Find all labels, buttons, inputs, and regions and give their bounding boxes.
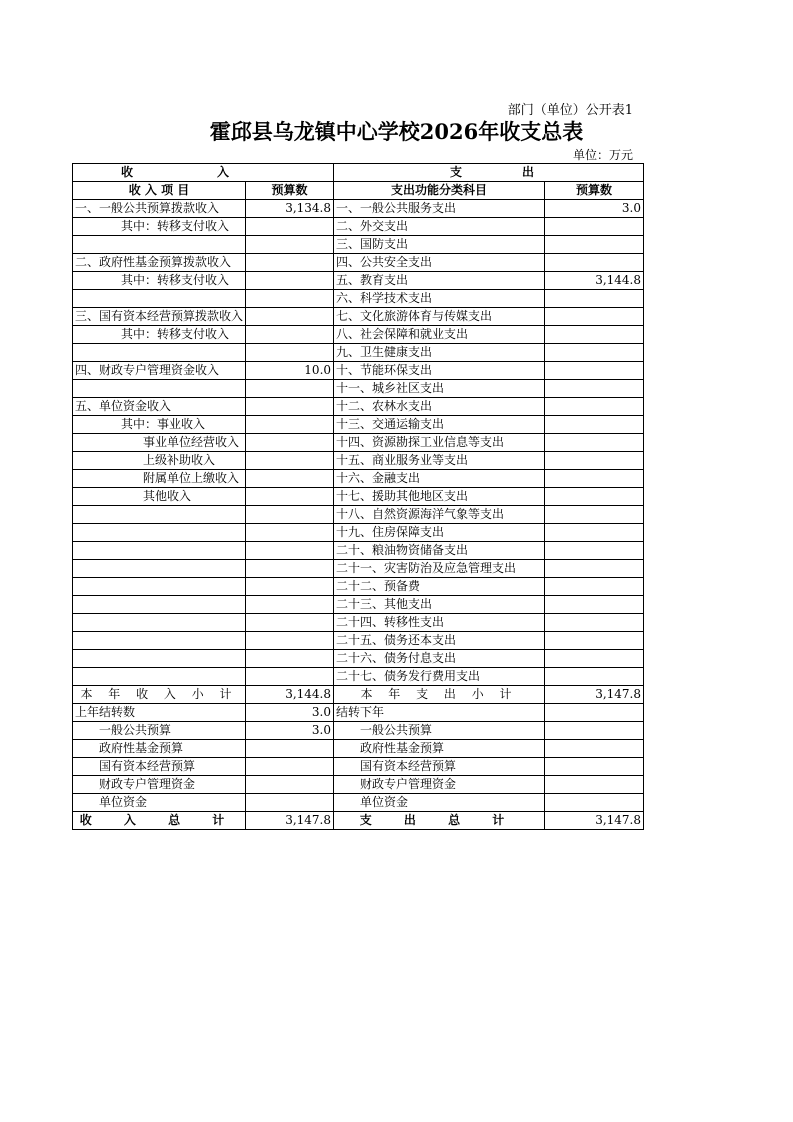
- expense-item-cell: 四、公共安全支出: [334, 254, 545, 272]
- expense-amount-cell: [545, 398, 644, 416]
- expense-amount-cell: [545, 416, 644, 434]
- expense-item-cell: 十、节能环保支出: [334, 362, 545, 380]
- table-row: [73, 272, 644, 290]
- expense-amount-cell: [545, 452, 644, 470]
- expense-item-cell: 十六、金融支出: [334, 470, 545, 488]
- income-item-cell: [73, 578, 246, 596]
- table-row: [73, 506, 644, 524]
- expense-amount-cell: [545, 776, 644, 794]
- table-row: [73, 254, 644, 272]
- expense-item-cell: 二十三、其他支出: [334, 596, 545, 614]
- expense-item-cell: 结转下年: [334, 704, 545, 722]
- table-row: [73, 362, 644, 380]
- table-row: [73, 380, 644, 398]
- expense-item-cell: 十四、资源勘探工业信息等支出: [334, 434, 545, 452]
- expense-item-cell: 十三、交通运输支出: [334, 416, 545, 434]
- expense-amount-cell: [545, 344, 644, 362]
- expense-item-cell: 财政专户管理资金: [334, 776, 545, 794]
- income-amount-cell: [246, 344, 334, 362]
- expense-item-cell: 二十二、预备费: [334, 578, 545, 596]
- expense-item-cell: 一般公共预算: [334, 722, 545, 740]
- form-number: 部门（单位）公开表1: [507, 103, 633, 118]
- total-row: [73, 812, 644, 830]
- income-amount-cell: 3.0: [246, 704, 334, 722]
- expense-amount-cell: 3,147.8: [545, 812, 644, 830]
- expense-amount-cell: [545, 236, 644, 254]
- table-row: [73, 398, 644, 416]
- income-item-cell: 其中：事业收入: [73, 416, 246, 434]
- table-row: [73, 326, 644, 344]
- income-item-cell: 二、政府性基金预算拨款收入: [73, 254, 246, 272]
- income-item-cell: 本 年 收 入 小 计: [73, 686, 246, 704]
- expense-item-header: 支出功能分类科目: [334, 182, 545, 200]
- income-item-cell: 上年结转数: [73, 704, 246, 722]
- expense-amount-cell: 3,147.8: [545, 686, 644, 704]
- income-amount-cell: [246, 308, 334, 326]
- income-item-cell: [73, 344, 246, 362]
- expense-amount-cell: [545, 578, 644, 596]
- expense-amount-cell: [545, 668, 644, 686]
- expense-amount-cell: [545, 758, 644, 776]
- income-amount-cell: [246, 272, 334, 290]
- expense-item-cell: 十九、住房保障支出: [334, 524, 545, 542]
- income-budget-header: 预算数: [246, 182, 334, 200]
- income-amount-cell: [246, 614, 334, 632]
- table-row: [73, 596, 644, 614]
- expense-item-cell: 二十六、债务付息支出: [334, 650, 545, 668]
- expense-amount-cell: [545, 614, 644, 632]
- table-row: [73, 524, 644, 542]
- carry-row: [73, 722, 644, 740]
- expense-amount-cell: [545, 218, 644, 236]
- income-amount-cell: [246, 776, 334, 794]
- carry-row: [73, 794, 644, 812]
- income-item-cell: 其中：转移支付收入: [73, 326, 246, 344]
- income-amount-cell: [246, 434, 334, 452]
- table-row: [73, 488, 644, 506]
- expense-item-cell: 本 年 支 出 小 计: [334, 686, 545, 704]
- table-row: [73, 344, 644, 362]
- expense-item-cell: 二十四、转移性支出: [334, 614, 545, 632]
- carry-row: [73, 740, 644, 758]
- income-item-cell: 事业单位经营收入: [73, 434, 246, 452]
- income-amount-cell: [246, 794, 334, 812]
- income-amount-cell: [246, 524, 334, 542]
- income-amount-cell: [246, 218, 334, 236]
- income-item-cell: [73, 668, 246, 686]
- budget-summary-table: [72, 163, 644, 830]
- expense-item-cell: 支 出 总 计: [334, 812, 545, 830]
- income-amount-cell: [246, 416, 334, 434]
- carry-row: [73, 758, 644, 776]
- income-amount-cell: [246, 668, 334, 686]
- expense-amount-cell: [545, 650, 644, 668]
- table-row: [73, 650, 644, 668]
- unit-label: 单位：万元: [572, 148, 633, 162]
- income-amount-cell: [246, 452, 334, 470]
- income-item-cell: 国有资本经营预算: [73, 758, 246, 776]
- income-item-cell: [73, 380, 246, 398]
- expense-item-cell: 五、教育支出: [334, 272, 545, 290]
- header-row-2: [73, 182, 644, 200]
- income-amount-cell: [246, 758, 334, 776]
- income-item-cell: [73, 560, 246, 578]
- expense-item-cell: 政府性基金预算: [334, 740, 545, 758]
- expense-item-cell: 单位资金: [334, 794, 545, 812]
- expense-amount-cell: [545, 596, 644, 614]
- table-row: [73, 236, 644, 254]
- table-row: [73, 470, 644, 488]
- table-row: [73, 308, 644, 326]
- income-amount-cell: 10.0: [246, 362, 334, 380]
- expense-amount-cell: [545, 524, 644, 542]
- income-amount-cell: [246, 506, 334, 524]
- expense-amount-cell: [545, 704, 644, 722]
- income-amount-cell: 3,147.8: [246, 812, 334, 830]
- expense-amount-cell: [545, 254, 644, 272]
- income-item-cell: [73, 542, 246, 560]
- income-item-cell: 四、财政专户管理资金收入: [73, 362, 246, 380]
- expense-item-cell: 二十五、债务还本支出: [334, 632, 545, 650]
- expense-item-cell: 二、外交支出: [334, 218, 545, 236]
- income-item-cell: [73, 506, 246, 524]
- table-row: [73, 578, 644, 596]
- expense-item-cell: 十二、农林水支出: [334, 398, 545, 416]
- expense-item-cell: 九、卫生健康支出: [334, 344, 545, 362]
- expense-amount-cell: [545, 740, 644, 758]
- income-amount-cell: [246, 326, 334, 344]
- table-row: [73, 668, 644, 686]
- income-item-cell: 收 入 总 计: [73, 812, 246, 830]
- expense-amount-cell: [545, 470, 644, 488]
- expense-amount-cell: [545, 632, 644, 650]
- income-item-cell: [73, 650, 246, 668]
- income-amount-cell: [246, 560, 334, 578]
- expense-amount-cell: 3,144.8: [545, 272, 644, 290]
- expense-amount-cell: [545, 542, 644, 560]
- income-amount-cell: [246, 578, 334, 596]
- income-item-header: 收 入 项 目: [73, 182, 246, 200]
- expense-item-cell: 八、社会保障和就业支出: [334, 326, 545, 344]
- income-item-cell: 单位资金: [73, 794, 246, 812]
- expense-item-cell: 二十七、债务发行费用支出: [334, 668, 545, 686]
- income-item-cell: [73, 632, 246, 650]
- expense-amount-cell: 3.0: [545, 200, 644, 218]
- table-row: [73, 560, 644, 578]
- expense-item-cell: 二十一、灾害防治及应急管理支出: [334, 560, 545, 578]
- expense-amount-cell: [545, 308, 644, 326]
- income-amount-cell: [246, 740, 334, 758]
- income-amount-cell: 3,144.8: [246, 686, 334, 704]
- expense-amount-cell: [545, 488, 644, 506]
- income-item-cell: [73, 596, 246, 614]
- income-amount-cell: [246, 398, 334, 416]
- expense-amount-cell: [545, 794, 644, 812]
- expense-item-cell: 十八、自然资源海洋气象等支出: [334, 506, 545, 524]
- income-amount-cell: [246, 380, 334, 398]
- expense-item-cell: 六、科学技术支出: [334, 290, 545, 308]
- income-item-cell: 财政专户管理资金: [73, 776, 246, 794]
- expense-budget-header: 预算数: [545, 182, 644, 200]
- income-amount-cell: [246, 596, 334, 614]
- income-amount-cell: [246, 488, 334, 506]
- table-row: [73, 434, 644, 452]
- income-item-cell: 一、一般公共预算拨款收入: [73, 200, 246, 218]
- income-item-cell: 一般公共预算: [73, 722, 246, 740]
- income-amount-cell: [246, 632, 334, 650]
- expense-amount-cell: [545, 506, 644, 524]
- expense-amount-cell: [545, 380, 644, 398]
- income-item-cell: 其中：转移支付收入: [73, 218, 246, 236]
- income-item-cell: [73, 290, 246, 308]
- income-header: 收 入: [73, 164, 334, 182]
- expense-amount-cell: [545, 434, 644, 452]
- expense-amount-cell: [545, 362, 644, 380]
- expense-item-cell: 十五、商业服务业等支出: [334, 452, 545, 470]
- table-row: [73, 614, 644, 632]
- table-row: [73, 632, 644, 650]
- table-row: [73, 200, 644, 218]
- table-row: [73, 542, 644, 560]
- expense-item-cell: 十七、援助其他地区支出: [334, 488, 545, 506]
- expense-amount-cell: [545, 560, 644, 578]
- income-item-cell: [73, 524, 246, 542]
- income-item-cell: 五、单位资金收入: [73, 398, 246, 416]
- expense-item-cell: 国有资本经营预算: [334, 758, 545, 776]
- income-item-cell: [73, 236, 246, 254]
- income-amount-cell: 3.0: [246, 722, 334, 740]
- expense-item-cell: 七、文化旅游体育与传媒支出: [334, 308, 545, 326]
- income-item-cell: 政府性基金预算: [73, 740, 246, 758]
- table-row: [73, 290, 644, 308]
- income-amount-cell: [246, 542, 334, 560]
- income-amount-cell: [246, 650, 334, 668]
- expense-amount-cell: [545, 722, 644, 740]
- income-item-cell: 三、国有资本经营预算拨款收入: [73, 308, 246, 326]
- expense-item-cell: 二十、粮油物资储备支出: [334, 542, 545, 560]
- expense-amount-cell: [545, 290, 644, 308]
- table-row: [73, 452, 644, 470]
- income-item-cell: 其中：转移支付收入: [73, 272, 246, 290]
- table-row: [73, 416, 644, 434]
- table-row: [73, 218, 644, 236]
- income-amount-cell: [246, 290, 334, 308]
- income-amount-cell: [246, 470, 334, 488]
- expense-item-cell: 三、国防支出: [334, 236, 545, 254]
- page-title: 霍邱县乌龙镇中心学校2026年收支总表: [209, 119, 584, 144]
- carry-row: [73, 704, 644, 722]
- expense-item-cell: 十一、城乡社区支出: [334, 380, 545, 398]
- header-row-1: [73, 164, 644, 182]
- income-item-cell: 附属单位上缴收入: [73, 470, 246, 488]
- income-item-cell: [73, 614, 246, 632]
- expense-header: 支 出: [334, 164, 644, 182]
- expense-amount-cell: [545, 326, 644, 344]
- income-amount-cell: [246, 254, 334, 272]
- income-amount-cell: 3,134.8: [246, 200, 334, 218]
- income-item-cell: 上级补助收入: [73, 452, 246, 470]
- expense-item-cell: 一、一般公共服务支出: [334, 200, 545, 218]
- income-amount-cell: [246, 236, 334, 254]
- carry-row: [73, 776, 644, 794]
- subtotal-row: [73, 686, 644, 704]
- income-item-cell: 其他收入: [73, 488, 246, 506]
